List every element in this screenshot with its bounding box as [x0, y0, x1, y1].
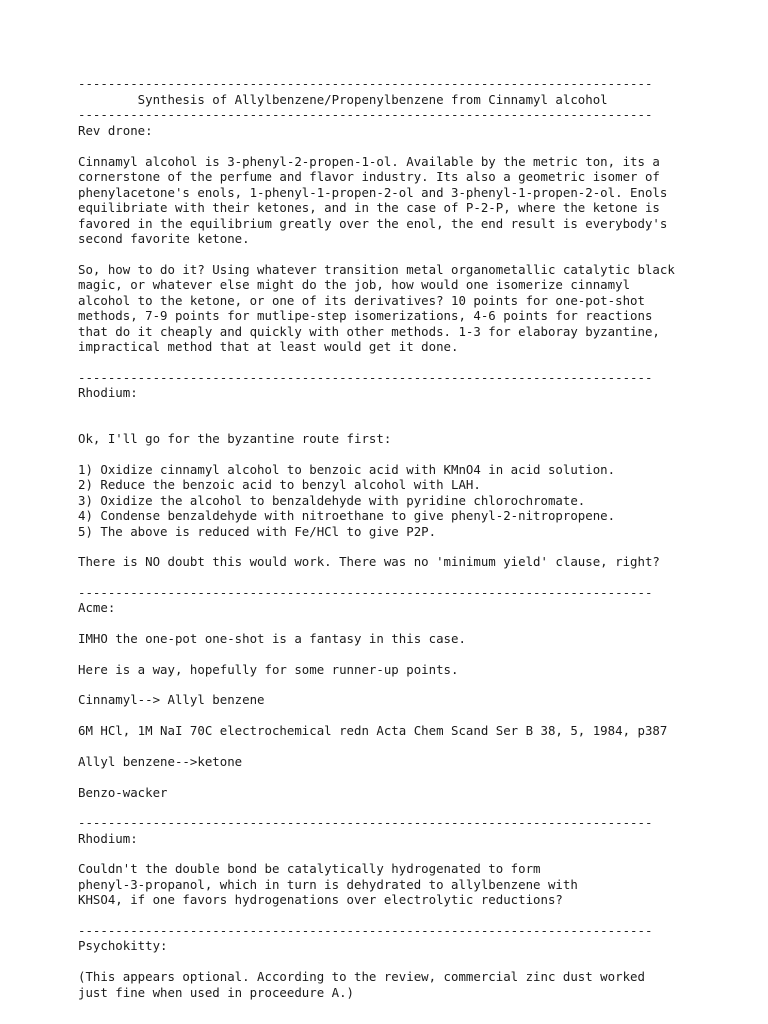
body-line: (This appears optional. According to the review, commercial zinc dust worked: [78, 969, 645, 984]
rule-top: -----------------------------------------------------------------------------: [78, 76, 653, 91]
body-line: second favorite ketone.: [78, 231, 250, 246]
body-line: just fine when used in proceedure A.): [78, 985, 355, 1000]
body-line: Cinnamyl alcohol is 3-phenyl-2-propen-1-ol. Available by the metric ton, its a: [78, 154, 660, 169]
list-item: 1) Oxidize cinnamyl alcohol to benzoic acid with KMnO4 in acid solution.: [78, 462, 616, 477]
section-rule: -----------------------------------------------------------------------------: [78, 923, 653, 938]
body-line: impractical method that at least would get it done.: [78, 339, 459, 354]
body-line: KHSO4, if one favors hydrogenations over electrolytic reductions?: [78, 892, 563, 907]
section-author: Rev drone:: [78, 123, 153, 138]
body-line: Ok, I'll go for the byzantine route first:: [78, 431, 392, 446]
list-item: 5) The above is reduced with Fe/HCl to give P2P.: [78, 524, 437, 539]
list-item: 3) Oxidize the alcohol to benzaldehyde with pyridine chlorochromate.: [78, 493, 586, 508]
body-line: cornerstone of the perfume and flavor industry. Its also a geometric isomer of: [78, 169, 660, 184]
body-line: So, how to do it? Using whatever transition metal organometallic catalytic black: [78, 262, 675, 277]
rule-title-bottom: -----------------------------------------------------------------------------: [78, 107, 653, 122]
body-line: phenyl-3-propanol, which in turn is dehydrated to allylbenzene with: [78, 877, 578, 892]
body-line: 6M HCl, 1M NaI 70C electrochemical redn Acta Chem Scand Ser B 38, 5, 1984, p387: [78, 723, 668, 738]
list-item: 2) Reduce the benzoic acid to benzyl alcohol with LAH.: [78, 477, 481, 492]
body-line: favored in the equilibrium greatly over the enol, the end result is everybody's: [78, 216, 668, 231]
body-line: Here is a way, hopefully for some runner-up points.: [78, 662, 459, 677]
body-line: IMHO the one-pot one-shot is a fantasy in this case.: [78, 631, 466, 646]
document-title: Synthesis of Allylbenzene/Propenylbenzene from Cinnamyl alcohol: [78, 92, 608, 107]
body-line: equilibriate with their ketones, and in the case of P-2-P, where the ketone is: [78, 200, 660, 215]
body-line: that do it cheaply and quickly with other methods. 1-3 for elaboray byzantine,: [78, 324, 660, 339]
section-rule: -----------------------------------------------------------------------------: [78, 370, 653, 385]
list-item: 4) Condense benzaldehyde with nitroethane to give phenyl-2-nitropropene.: [78, 508, 616, 523]
section-author: Acme:: [78, 600, 116, 615]
section-author: Psychokitty:: [78, 938, 168, 953]
body-line: Benzo-wacker: [78, 785, 168, 800]
body-line: Couldn't the double bond be catalytically hydrogenated to form: [78, 861, 541, 876]
body-line: phenylacetone's enols, 1-phenyl-1-propen-2-ol and 3-phenyl-1-propen-2-ol. Enols: [78, 185, 668, 200]
body-line: Allyl benzene-->ketone: [78, 754, 243, 769]
section-author: Rhodium:: [78, 831, 138, 846]
body-line: alcohol to the ketone, or one of its derivatives? 10 points for one-pot-shot: [78, 293, 645, 308]
section-rule: -----------------------------------------------------------------------------: [78, 585, 653, 600]
body-line: magic, or whatever else might do the job, how would one isomerize cinnamyl: [78, 277, 631, 292]
body-line: Cinnamyl--> Allyl benzene: [78, 692, 265, 707]
section-author: Rhodium:: [78, 385, 138, 400]
section-rule: -----------------------------------------------------------------------------: [78, 815, 653, 830]
body-line: There is NO doubt this would work. There was no 'minimum yield' clause, right?: [78, 554, 660, 569]
body-line: methods, 7-9 points for mutlipe-step isomerizations, 4-6 points for reactions: [78, 308, 653, 323]
